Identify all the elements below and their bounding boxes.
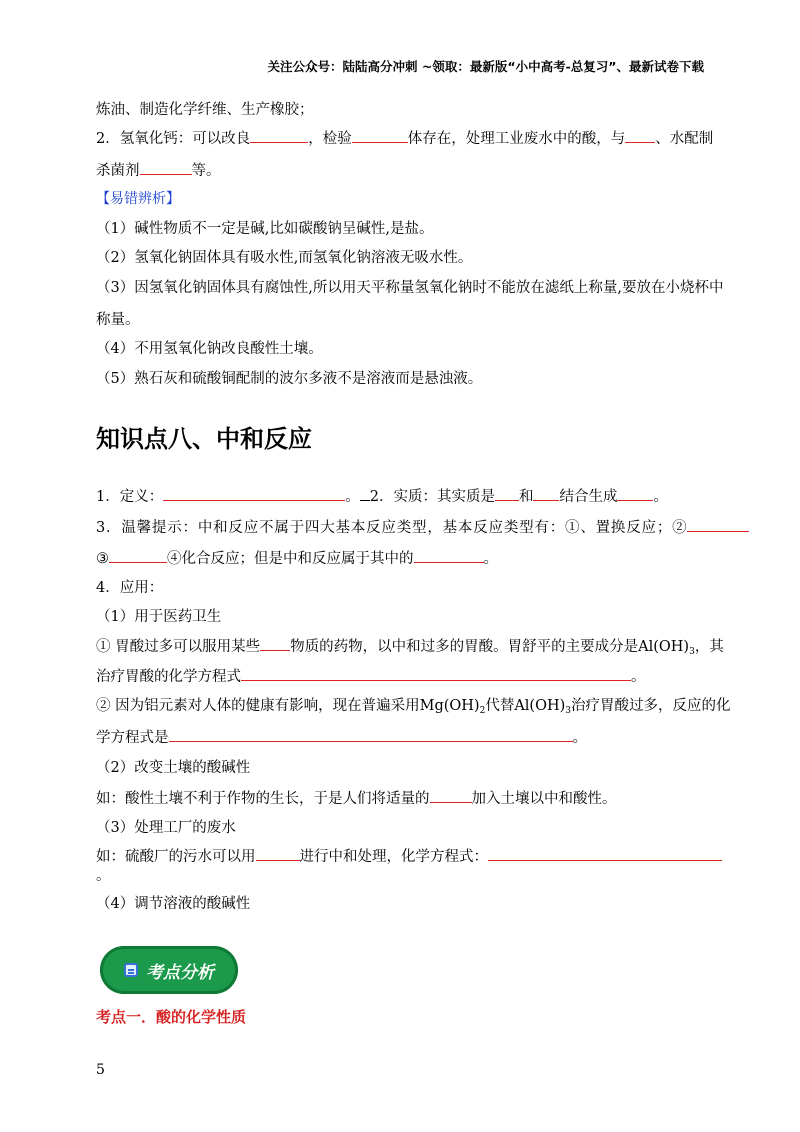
text-fragment: ③ [96,551,109,567]
mistake-item-cont: 称量。 [96,312,140,328]
badge-label: 考点分析 [146,962,214,983]
calcium-hydroxide-line-2 [96,159,221,180]
text-fragment: 2．实质：其实质是 [369,489,495,505]
text-fragment: 治疗胃酸过多，反应的化 [571,698,731,714]
text-fragment: 物质的药物，以中和过多的胃酸。胃舒平的主要成分是 [290,639,639,655]
waste-heading: （3）处理工厂的废水 [96,820,236,836]
mistake-item: （3）因氢氧化钠固体具有腐蚀性,所以用天平称量氢氧化钠时不能放在滤纸上称量,要放在小烧杯中 [96,280,724,296]
text-fragment: ① 胃酸过多可以服用某些 [96,639,261,655]
fill-blank[interactable] [260,636,290,651]
page-number: 5 [96,1062,105,1078]
exam-analysis-badge [100,946,238,994]
document-icon [124,963,138,977]
text-fragment: 如：硫酸厂的污水可以用 [96,849,256,865]
fill-blank[interactable] [687,517,749,532]
fill-blank[interactable] [169,727,573,742]
text-fragment: 2．氢氧化钙：可以改良 [96,131,251,147]
text-fragment: ，检验 [308,131,352,147]
fill-blank[interactable] [625,128,655,143]
fill-blank[interactable] [360,486,370,501]
formula-mgoh: Mg(OH) [419,698,480,714]
fill-blank[interactable] [250,128,308,143]
medicine-heading: （1）用于医药卫生 [96,609,222,625]
text-fragment: 。 [572,730,587,746]
text-fragment: 、水配制 [655,131,714,147]
medicine-line-3 [96,694,731,716]
subscript: 2 [479,706,486,716]
applications-label: 4．应用： [96,580,164,596]
text-fragment: ，其 [694,639,724,655]
fill-blank[interactable] [140,160,192,175]
tip-line-2 [96,547,498,568]
text-fragment: 等。 [191,163,221,179]
text-fragment: 治疗胃酸的化学方程式 [96,669,241,685]
calcium-hydroxide-line-1 [96,127,713,148]
fill-blank[interactable] [163,486,345,501]
definition-line [96,485,668,506]
mistake-item: （4）不用氢氧化钠改良酸性土壤。 [96,341,323,357]
fill-blank[interactable] [533,486,559,501]
text-fragment: 结合生成 [559,489,618,505]
soil-line [96,787,617,808]
waste-line [96,845,722,866]
ph-heading: （4）调节溶液的酸碱性 [96,896,251,912]
waste-line-end: 。 [96,868,111,884]
fill-blank[interactable] [414,548,484,563]
mistake-item: （2）氢氧化钠固体具有吸水性,而氢氧化钠溶液无吸水性。 [96,250,473,266]
text-fragment: 。 [631,669,646,685]
fill-blank[interactable] [352,128,408,143]
topic-title: 考点一．酸的化学性质 [96,1008,247,1026]
medicine-line-1 [96,635,724,657]
formula-aloh: Al(OH) [514,698,566,714]
page-header: 关注公众号：陆陆高分冲刺 ~领取：最新版“小中高考-总复习”、最新试卷下载 [267,59,704,74]
fill-blank[interactable] [256,846,300,861]
section-title: 知识点八、中和反应 [96,425,312,453]
text-fragment: ④化合反应；但是中和反应属于其中的 [167,551,414,567]
tip-line-1 [96,516,749,537]
text-fragment: ② 因为铝元素对人体的健康有影响，现在普遍采用 [96,698,420,714]
text-fragment: 3．温馨提示：中和反应不属于四大基本反应类型，基本反应类型有：①、置换反应；② [96,520,688,536]
text-fragment: 加入土壤以中和酸性。 [471,791,617,807]
fill-blank[interactable] [617,486,653,501]
text-fragment: 进行中和处理，化学方程式： [299,849,488,865]
fill-blank[interactable] [495,486,519,501]
text-fragment: 。 [345,489,360,505]
text-fragment: 代替 [485,698,515,714]
text-fragment: 体存在，处理工业废水中的酸，与 [407,131,626,147]
text-fragment: 学方程式是 [96,730,169,746]
mistake-item: （5）熟石灰和硫酸铜配制的波尔多液不是溶液而是悬浊液。 [96,371,483,387]
fill-blank[interactable] [109,548,167,563]
uses-continued: 炼油、制造化学纤维、生产橡胶； [96,102,314,118]
mistake-item: （1）碱性物质不一定是碱,比如碳酸钠呈碱性,是盐。 [96,221,434,237]
text-fragment: 和 [518,489,534,505]
formula-aloh: Al(OH) [638,639,690,655]
soil-heading: （2）改变土壤的酸碱性 [96,760,251,776]
medicine-line-4 [96,726,587,747]
medicine-line-2 [96,665,646,686]
text-fragment: 杀菌剂 [96,163,140,179]
text-fragment: 1．定义： [96,489,164,505]
text-fragment: 如：酸性土壤不利于作物的生长，于是人们将适量的 [96,791,430,807]
subscript: 3 [565,706,572,716]
text-fragment: 。 [483,551,498,567]
fill-blank[interactable] [241,666,631,681]
mistakes-title: 【易错辨析】 [96,191,180,207]
fill-blank[interactable] [488,846,722,861]
subscript: 3 [689,647,695,657]
fill-blank[interactable] [430,788,472,803]
text-fragment: 。 [653,489,668,505]
